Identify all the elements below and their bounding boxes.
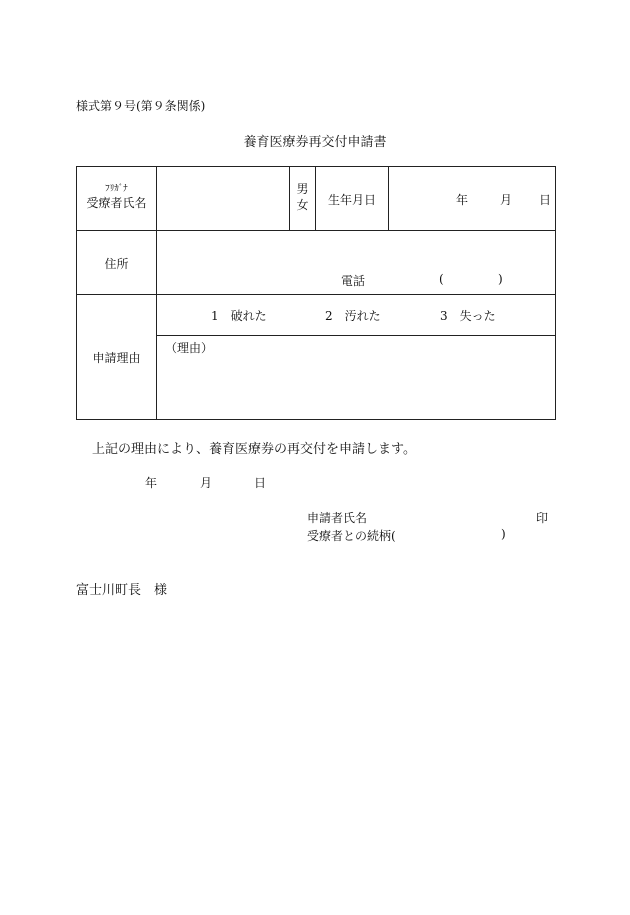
date-year-label: 年 <box>145 476 158 490</box>
furigana-label: ﾌﾘｶﾞﾅ <box>105 184 128 194</box>
reason-option-lost[interactable]: 3 失った <box>440 309 496 323</box>
addressee: 富士川町長 様 <box>76 583 168 598</box>
relationship-paren-close: ) <box>501 527 506 541</box>
recipient-name-label: 受療者氏名 <box>86 196 147 210</box>
application-statement: 上記の理由により、養育医療券の再交付を申請します。 <box>92 442 416 457</box>
birthdate-field[interactable] <box>389 169 555 228</box>
birth-day-label: 日 <box>539 193 552 207</box>
form-number: 様式第９号(第９条関係) <box>76 99 206 113</box>
address-label: 住所 <box>104 257 129 271</box>
seal-mark: 印 <box>536 511 549 525</box>
phone-label: 電話 <box>341 274 366 288</box>
birth-year-label: 年 <box>456 193 469 207</box>
reason-note-label: （理由） <box>165 341 214 355</box>
reason-label: 申請理由 <box>92 351 141 365</box>
date-month-label: 月 <box>200 476 213 490</box>
reason-option-soiled[interactable]: 2 汚れた <box>325 309 381 323</box>
application-form-table <box>76 166 556 420</box>
divider <box>156 335 555 336</box>
document-title: 養育医療券再交付申請書 <box>243 135 387 150</box>
phone-paren-close: ) <box>498 272 503 286</box>
address-field[interactable] <box>157 231 555 293</box>
phone-paren-open: ( <box>439 272 444 286</box>
sex-field[interactable] <box>290 181 315 213</box>
divider <box>77 294 555 295</box>
birthdate-label: 生年月日 <box>327 193 376 207</box>
reason-option-torn[interactable]: 1 破れた <box>211 309 267 323</box>
recipient-name-field[interactable] <box>157 169 288 228</box>
name-label-cell <box>77 181 156 211</box>
birth-month-label: 月 <box>500 193 513 207</box>
date-day-label: 日 <box>254 476 267 490</box>
relationship-label: 受療者との続柄( <box>307 529 396 543</box>
sex-female-label: 女 <box>296 198 309 212</box>
applicant-name-label: 申請者氏名 <box>307 511 368 525</box>
reason-detail-field[interactable] <box>157 357 555 417</box>
sex-male-label: 男 <box>296 182 309 196</box>
